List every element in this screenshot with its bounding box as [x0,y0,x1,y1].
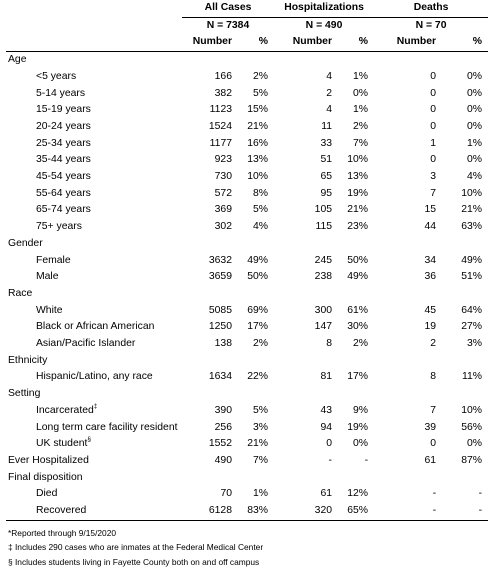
hosp-pct-cell: 0% [353,87,369,99]
group-n-hospitalizations: N = 490 [305,19,343,31]
group-n-all-cases: N = 7384 [206,19,250,31]
all-cases-number-cell: 6128 [208,505,232,517]
all-cases-number-cell: 369 [214,204,232,216]
row-label-text: White [36,304,63,316]
hosp-number-cell [274,236,332,253]
deaths-pct-cell: 56% [461,421,483,433]
all-cases-pct-cell [232,236,274,253]
deaths-number-cell: - [432,505,437,517]
row-label-text: 5-14 years [36,87,86,99]
all-cases-number-cell: 70 [220,488,232,500]
group-n-deaths: N = 70 [415,19,447,31]
deaths-number-cell: 45 [424,304,437,316]
deaths-number-cell: - [432,488,437,500]
deaths-number-cell [374,353,436,370]
deaths-number-cell: 7 [430,404,437,416]
row-label-text: Setting [8,388,41,400]
deaths-pct-cell: 51% [461,271,483,283]
all-cases-number-cell: 923 [214,154,232,166]
hosp-number-cell: 95 [320,187,333,199]
hosp-number-cell: 4 [326,104,333,116]
table-row [6,119,488,136]
hosp-pct-cell: 13% [347,171,369,183]
deaths-pct-cell: - [478,488,483,500]
deaths-pct-cell: - [478,505,483,517]
row-label [6,186,182,203]
row-label [6,303,182,320]
footnote-reported: *Reported through 9/15/2020 [8,527,117,538]
footnotes [6,526,494,569]
deaths-number-cell: 3 [430,171,437,183]
group-title-row [6,0,488,17]
row-label-text: 15-19 years [36,104,91,116]
hosp-number-cell: 65 [320,171,333,183]
row-label-text: Age [8,54,27,66]
hosp-number-cell: 245 [314,254,333,266]
row-label-text: 55-64 years [36,187,91,199]
all-cases-pct-cell: 4% [252,221,269,233]
deaths-number-cell: 0 [430,154,437,166]
deaths-number-cell: 15 [424,204,437,216]
row-label-text: Recovered [36,505,87,517]
hosp-pct-cell: 2% [353,338,369,350]
hosp-number-cell: 8 [326,338,333,350]
table-row [6,436,488,453]
deaths-number-cell [374,286,436,303]
row-label [6,69,182,86]
deaths-pct-cell [436,52,488,69]
row-label-text: UK student [36,438,88,450]
hosp-number-cell: 115 [315,221,333,233]
table-row [6,152,488,169]
hosp-pct-cell: 12% [347,488,369,500]
table-row [6,219,488,236]
table-row [6,86,488,103]
hosp-pct-cell [332,353,374,370]
deaths-number-cell [374,52,436,69]
all-cases-pct-cell: 22% [247,371,269,383]
all-cases-number-cell [182,52,232,69]
hosp-pct-cell: 30% [347,321,369,333]
footnote-uk-student: § Includes students living in Fayette County both on and off campus [8,556,260,567]
section-label [6,386,182,403]
all-cases-pct-cell: 2% [252,70,269,82]
deaths-pct-cell: 10% [461,404,483,416]
hosp-pct-cell: 2% [353,120,369,132]
deaths-number-cell: 7 [430,187,437,199]
hosp-pct-cell [332,286,374,303]
hosp-number-cell: 105 [314,204,333,216]
row-label [6,503,182,520]
table-row [6,486,488,503]
hosp-number-cell: 43 [320,404,333,416]
deaths-number-cell: 8 [430,371,437,383]
hosp-number-cell: 147 [314,321,333,333]
table-row [6,202,488,219]
hosp-number-cell [274,52,332,69]
hosp-pct-cell: - [364,454,369,466]
all-cases-pct-cell: 16% [247,137,269,149]
deaths-pct-cell: 3% [467,338,483,350]
all-cases-pct-cell: 15% [247,104,269,116]
deaths-number-cell: 2 [430,338,437,350]
section-row [6,52,488,69]
all-cases-pct-cell: 83% [247,505,269,517]
all-cases-pct-cell: 5% [252,404,269,416]
hosp-number-cell: 320 [314,505,333,517]
row-label-text: Male [36,271,59,283]
row-label-text: 25-34 years [36,137,91,149]
all-cases-pct-cell: 8% [252,187,269,199]
section-label [6,353,182,370]
row-label-text: Ethnicity [8,354,48,366]
section-label [6,52,182,69]
footnote-marker: § [87,436,92,444]
deaths-pct-cell: 0% [467,120,483,132]
deaths-number-cell: 0 [430,70,437,82]
all-cases-pct-cell: 10% [247,171,269,183]
hosp-pct-cell: 65% [347,505,369,517]
all-cases-number-cell: 256 [214,421,232,433]
deaths-number-cell [374,386,436,403]
table-body [6,52,488,521]
table-row [6,269,488,286]
deaths-pct-cell: 49% [461,254,483,266]
hosp-number-cell: 33 [320,137,333,149]
all-cases-pct-cell [232,353,274,370]
all-cases-number-cell [182,236,232,253]
deaths-pct-cell: 0% [467,104,483,116]
all-cases-pct-cell: 21% [247,438,269,450]
hosp-number-cell [274,386,332,403]
all-cases-number-cell: 302 [214,221,232,233]
row-label-text: 45-54 years [36,171,91,183]
all-cases-pct-cell: 5% [252,204,269,216]
all-cases-number-cell: 1123 [209,104,232,116]
hosp-pct-cell: 17% [347,371,369,383]
hosp-pct-cell: 49% [347,271,369,283]
row-label-text: Gender [8,237,43,249]
row-label-text: Race [8,287,33,299]
section-row [6,453,488,470]
deaths-pct-cell: 64% [461,304,483,316]
row-label-text: Ever Hospitalized [8,454,89,466]
table-row [6,420,488,437]
deaths-pct-cell: 87% [461,454,483,466]
row-label [6,102,182,119]
hosp-number-cell [274,470,332,487]
deaths-number-cell: 36 [424,271,437,283]
deaths-pct-cell: 21% [461,204,483,216]
all-cases-pct-cell [232,470,274,487]
deaths-number-cell: 61 [424,454,437,466]
hosp-number-cell: 2 [326,87,333,99]
hosp-number-cell: 81 [320,371,333,383]
deaths-pct-cell: 1% [467,137,483,149]
col-number: Number [396,36,437,48]
all-cases-number-cell: 572 [214,187,232,199]
hosp-number-cell: 94 [320,421,333,433]
hosp-pct-cell: 9% [353,404,369,416]
all-cases-number-cell [182,386,232,403]
deaths-number-cell [374,470,436,487]
row-label-text: 75+ years [36,221,82,233]
deaths-pct-cell: 0% [467,438,483,450]
row-label-text: 20-24 years [36,120,91,132]
all-cases-pct-cell [232,52,274,69]
section-label [6,286,182,303]
all-cases-number-cell [182,470,232,487]
table-row [6,102,488,119]
hosp-number-cell: 300 [314,304,333,316]
hosp-pct-cell: 1% [353,70,369,82]
all-cases-pct-cell [232,386,274,403]
deaths-pct-cell: 0% [467,154,483,166]
all-cases-number-cell [182,286,232,303]
row-label [6,336,182,353]
all-cases-number-cell: 1552 [208,438,232,450]
hosp-pct-cell [332,386,374,403]
table-row [6,319,488,336]
hosp-pct-cell [332,52,374,69]
all-cases-number-cell: 1634 [208,371,232,383]
row-label [6,420,182,437]
footnote-incarcerated: ‡ Includes 290 cases who are inmates at the Federal Medical Center [8,542,264,553]
deaths-pct-cell: 4% [467,171,483,183]
table-row [6,186,488,203]
all-cases-number-cell: 1524 [208,120,232,132]
deaths-number-cell: 0 [430,87,437,99]
deaths-number-cell [374,236,436,253]
all-cases-pct-cell: 17% [247,321,269,333]
row-label [6,202,182,219]
row-label [6,219,182,236]
hosp-pct-cell: 10% [347,154,369,166]
col-pct: % [258,36,269,48]
row-label-text: Incarcerated [36,404,94,416]
all-cases-number-cell: 730 [214,171,232,183]
row-label [6,436,182,453]
all-cases-number-cell: 138 [214,338,232,350]
row-label-text: 35-44 years [36,154,91,166]
hosp-pct-cell: 61% [347,304,369,316]
row-label-text: Died [36,488,58,500]
all-cases-number-cell: 166 [214,70,232,82]
hosp-pct-cell: 7% [353,137,369,149]
all-cases-number-cell: 3659 [208,271,232,283]
deaths-number-cell: 19 [424,321,437,333]
section-row [6,236,488,253]
all-cases-pct-cell: 21% [247,120,269,132]
all-cases-pct-cell [232,286,274,303]
column-header-row [6,34,488,51]
row-label [6,253,182,270]
deaths-pct-cell: 0% [467,70,483,82]
summary-table [6,0,488,521]
all-cases-pct-cell: 49% [247,254,269,266]
row-label [6,269,182,286]
all-cases-pct-cell: 5% [252,87,269,99]
deaths-number-cell: 39 [424,421,437,433]
hosp-pct-cell: 19% [347,421,369,433]
table-row [6,336,488,353]
table-row [6,403,488,420]
all-cases-number-cell: 5085 [208,304,232,316]
table-row [6,369,488,386]
all-cases-pct-cell: 2% [252,338,269,350]
table-row [6,303,488,320]
group-title-hospitalizations: Hospitalizations [274,0,374,17]
col-number: Number [192,36,232,48]
table-row [6,169,488,186]
all-cases-pct-cell: 1% [252,488,269,500]
table-row [6,253,488,270]
all-cases-number-cell [182,353,232,370]
hosp-pct-cell: 21% [347,204,369,216]
hosp-number-cell: 61 [320,488,333,500]
hosp-number-cell: 4 [326,70,333,82]
row-label [6,169,182,186]
all-cases-number-cell: 1177 [209,137,232,149]
all-cases-pct-cell: 69% [247,304,269,316]
row-label [6,119,182,136]
row-label-text: <5 years [36,70,77,82]
row-label [6,403,182,420]
hosp-number-cell: 51 [320,154,333,166]
table-row [6,503,488,520]
section-row [6,386,488,403]
hosp-number-cell [274,286,332,303]
col-pct: % [472,36,483,48]
hosp-pct-cell [332,470,374,487]
deaths-number-cell: 0 [430,120,437,132]
group-n-row [6,17,488,34]
hosp-pct-cell [332,236,374,253]
section-label [6,453,182,470]
all-cases-number-cell: 490 [214,454,232,466]
group-title-deaths: Deaths [374,0,488,17]
row-label-text: Long term care facility resident [36,421,178,433]
deaths-pct-cell: 63% [461,221,483,233]
row-label [6,152,182,169]
hosp-pct-cell: 23% [347,221,369,233]
hosp-pct-cell: 0% [353,438,369,450]
deaths-pct-cell: 27% [461,321,483,333]
deaths-number-cell: 0 [430,104,437,116]
footnote-marker: ‡ [93,402,98,410]
row-label [6,486,182,503]
table-row [6,136,488,153]
row-label [6,136,182,153]
all-cases-number-cell: 3632 [208,254,232,266]
section-label [6,470,182,487]
hosp-pct-cell: 19% [347,187,369,199]
section-row [6,286,488,303]
hosp-number-cell [274,353,332,370]
col-number: Number [292,36,333,48]
row-label-text: Final disposition [8,471,83,483]
all-cases-number-cell: 382 [214,87,232,99]
row-label-text: Asian/Pacific Islander [36,338,136,350]
deaths-number-cell: 34 [424,254,437,266]
row-label [6,369,182,386]
all-cases-pct-cell: 3% [252,421,269,433]
section-row [6,353,488,370]
deaths-pct-cell: 0% [467,87,483,99]
group-title-all-cases: All Cases [182,0,274,17]
hosp-pct-cell: 1% [353,104,369,116]
section-row [6,470,488,487]
row-label [6,86,182,103]
deaths-number-cell: 1 [430,137,437,149]
all-cases-pct-cell: 50% [247,271,269,283]
hosp-number-cell: - [328,454,333,466]
hosp-pct-cell: 50% [347,254,369,266]
hosp-number-cell: 11 [321,120,333,132]
all-cases-pct-cell: 13% [247,154,269,166]
row-label-text: Black or African American [36,321,155,333]
col-pct: % [358,36,369,48]
deaths-pct-cell [436,286,488,303]
all-cases-number-cell: 390 [214,404,232,416]
hosp-number-cell: 0 [326,438,333,450]
all-cases-number-cell: 1250 [208,321,232,333]
all-cases-pct-cell: 7% [252,454,269,466]
deaths-pct-cell [436,236,488,253]
deaths-number-cell: 0 [430,438,437,450]
deaths-pct-cell [436,353,488,370]
table-row [6,69,488,86]
row-label-text: 65-74 years [36,204,91,216]
row-label [6,319,182,336]
deaths-pct-cell [436,386,488,403]
deaths-pct-cell: 10% [461,187,483,199]
section-label [6,236,182,253]
hosp-number-cell: 238 [314,271,333,283]
row-label-text: Hispanic/Latino, any race [36,371,153,383]
deaths-pct-cell: 11% [462,371,483,383]
deaths-number-cell: 44 [424,221,437,233]
row-label-text: Female [36,254,71,266]
deaths-pct-cell [436,470,488,487]
